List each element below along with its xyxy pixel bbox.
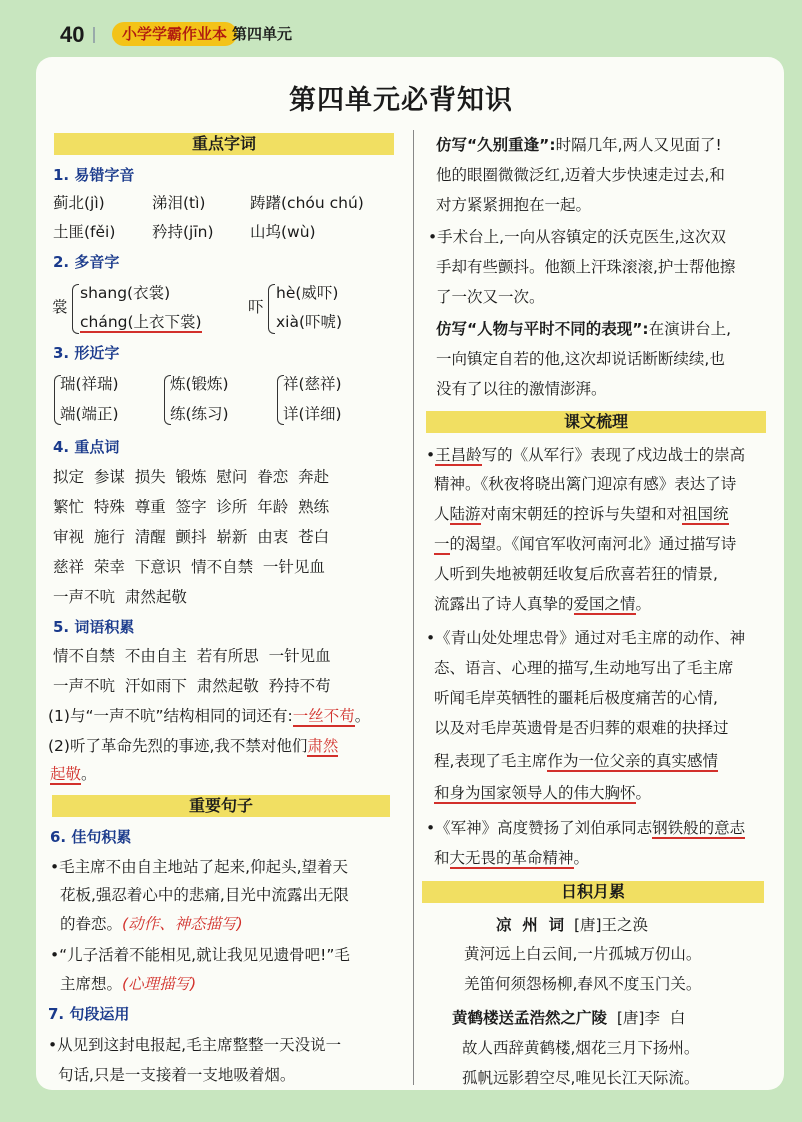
- text-line: 以及对毛岸英遗骨是否归葬的艰难的抉择过: [434, 719, 729, 737]
- subsection-title: 5. 词语积累: [53, 618, 135, 636]
- poem-title: 黄鹤楼送孟浩然之广陵 [唐]李 白: [452, 1009, 686, 1027]
- subsection-title: 1. 易错字音: [53, 166, 135, 184]
- polyphone-char: 裳: [52, 298, 68, 316]
- similar-char: 端(端正): [60, 405, 119, 423]
- subsection-title: 6. 佳句积累: [50, 828, 132, 846]
- text-line: 听闻毛岸英牺牲的噩耗后极度痛苦的心情,: [434, 689, 718, 707]
- sentence-line: •“儿子活着不能相见,就让我见见遗骨吧!”毛: [50, 946, 350, 964]
- text-line: 和身为国家领导人的伟大胸怀。: [434, 784, 652, 802]
- word-item: 蓟北(jì): [53, 194, 105, 212]
- similar-char: 详(详细): [283, 405, 342, 423]
- column-divider: [413, 130, 414, 1085]
- sentence-line: •毛主席不由自主地站了起来,仰起头,望着天: [50, 858, 348, 876]
- word-item: 踌躇(chóu chú): [250, 194, 364, 212]
- sentence-line: •从见到这封电报起,毛主席整整一天没说一: [48, 1036, 342, 1054]
- word-line: 一声不吭 汗如雨下 肃然起敬 矜持不苟: [53, 677, 331, 695]
- word-line: 繁忙 特殊 尊重 签字 诊所 年龄 熟练: [53, 498, 330, 516]
- sentence-line: 花板,强忍着心中的悲痛,目光中流露出无限: [60, 886, 349, 904]
- question-2-cont: 起敬。: [50, 765, 97, 783]
- word-line: 一声不吭 肃然起敬: [53, 588, 187, 606]
- text-line: •《青山处处埋忠骨》通过对毛主席的动作、神: [426, 629, 746, 647]
- similar-char: 炼(锻炼): [170, 375, 229, 393]
- word-line: 情不自禁 不由自主 若有所思 一针见血: [53, 647, 331, 665]
- subsection-title: 7. 句段运用: [48, 1005, 130, 1023]
- poem-line: 黄河远上白云间,一片孤城万仞山。: [464, 945, 702, 963]
- text-line: •手术台上,一向从容镇定的沃克医生,这次双: [428, 228, 726, 246]
- text-line: 流露出了诗人真挚的爱国之情。: [434, 595, 652, 613]
- similar-char: 祥(慈祥): [283, 375, 342, 393]
- answer: 起敬: [50, 765, 82, 783]
- text-line: •王昌龄写的《从军行》表现了戍边战士的崇高: [426, 446, 746, 464]
- pronunciation: cháng(上衣下裳): [80, 313, 202, 331]
- poem-line: 羌笛何须怨杨柳,春风不度玉门关。: [464, 975, 702, 993]
- annotation-note: (动作、神态描写): [122, 915, 243, 933]
- text-line: 一的渴望。《闻官军收河南河北》通过描写诗: [434, 535, 737, 553]
- imitation-1: 仿写“久别重逢”:时隔几年,两人又见面了!: [436, 136, 722, 154]
- unit-name: 第四单元: [232, 25, 293, 43]
- page-title: 第四单元必背知识: [289, 85, 513, 116]
- sentence-line: 句话,只是一支接着一支地吸着烟。: [58, 1066, 296, 1084]
- word-line: 审视 施行 清醒 颤抖 崭新 由衷 苍白: [53, 528, 330, 546]
- text-line: 一向镇定自若的他,这次却说话断断续续,也: [436, 350, 725, 368]
- similar-char: 瑞(祥瑞): [60, 375, 119, 393]
- subsection-title: 4. 重点词: [53, 438, 120, 456]
- word-line: 拟定 参谋 损失 锻炼 慰问 眷恋 奔赴: [53, 468, 330, 486]
- word-item: 涕泪(tì): [152, 194, 206, 212]
- sentence-line: 主席想。(心理描写): [60, 975, 197, 993]
- text-line: 手却有些颤抖。他额上汗珠滚滚,护士帮他擦: [436, 258, 736, 276]
- poem-line: 故人西辞黄鹤楼,烟花三月下扬州。: [462, 1039, 700, 1057]
- poem-title: 凉 州 词 [唐]王之涣: [496, 916, 649, 934]
- subsection-title: 3. 形近字: [53, 344, 120, 362]
- section-bar-text-review: 课文梳理: [426, 411, 766, 433]
- text-line: •《军神》高度赞扬了刘伯承同志钢铁般的意志: [426, 819, 746, 837]
- question-1: (1)与“一声不吭”结构相同的词还有:一丝不苟。: [48, 707, 371, 725]
- poem-line: 孤帆远影碧空尽,唯见长江天际流。: [462, 1069, 700, 1087]
- text-line: 态、语言、心理的描写,生动地写出了毛主席: [434, 659, 734, 677]
- text-line: 了一次又一次。: [436, 288, 545, 306]
- word-item: 山坞(wù): [250, 223, 316, 241]
- pronunciation: hè(威吓): [276, 284, 339, 302]
- answer: 一丝不苟: [292, 707, 355, 725]
- imitation-2: 仿写“人物与平时不同的表现”:在演讲台上,: [436, 320, 732, 338]
- pronunciation: shang(衣裳): [80, 284, 171, 302]
- header-divider: [93, 27, 95, 43]
- text-line: 没有了以往的激情澎湃。: [436, 380, 607, 398]
- polyphone-char: 吓: [248, 298, 264, 316]
- question-2: (2)听了革命先烈的事迹,我不禁对他们肃然: [48, 737, 339, 755]
- page-number: 40: [60, 22, 85, 47]
- sentence-line: 的眷恋。(动作、神态描写): [60, 915, 243, 933]
- word-line: 慈祥 荣幸 下意识 情不自禁 一针见血: [53, 558, 325, 576]
- top-bar: [0, 0, 802, 64]
- text-line: 精神。《秋夜将晓出篱门迎凉有感》表达了诗: [434, 475, 737, 493]
- similar-char: 练(练习): [170, 405, 229, 423]
- section-bar-daily-accumulation: 日积月累: [422, 881, 764, 903]
- word-item: 土匪(fěi): [53, 223, 116, 241]
- answer: 肃然: [307, 737, 339, 755]
- section-bar-key-words: 重点字词: [54, 133, 394, 155]
- brace-icon: [268, 284, 275, 334]
- text-line: 他的眼圈微微泛红,迈着大步快速走过去,和: [436, 166, 725, 184]
- section-bar-key-sentences: 重要句子: [52, 795, 390, 817]
- text-line: 人听到失地被朝廷收复后欣喜若狂的情景,: [434, 565, 718, 583]
- word-item: 矜持(jīn): [152, 223, 214, 241]
- text-line: 对方紧紧拥抱在一起。: [436, 196, 592, 214]
- text-line: 程,表现了毛主席作为一位父亲的真实感情: [434, 752, 718, 770]
- brace-icon: [72, 284, 79, 334]
- text-line: 人陆游对南宋朝廷的控诉与失望和对祖国统: [434, 505, 729, 523]
- text-line: 和大无畏的革命精神。: [434, 849, 590, 867]
- annotation-note: (心理描写): [122, 975, 197, 993]
- subsection-title: 2. 多音字: [53, 253, 120, 271]
- pronunciation: xià(吓唬): [276, 313, 343, 331]
- book-tag: 小学学霸作业本: [112, 22, 237, 46]
